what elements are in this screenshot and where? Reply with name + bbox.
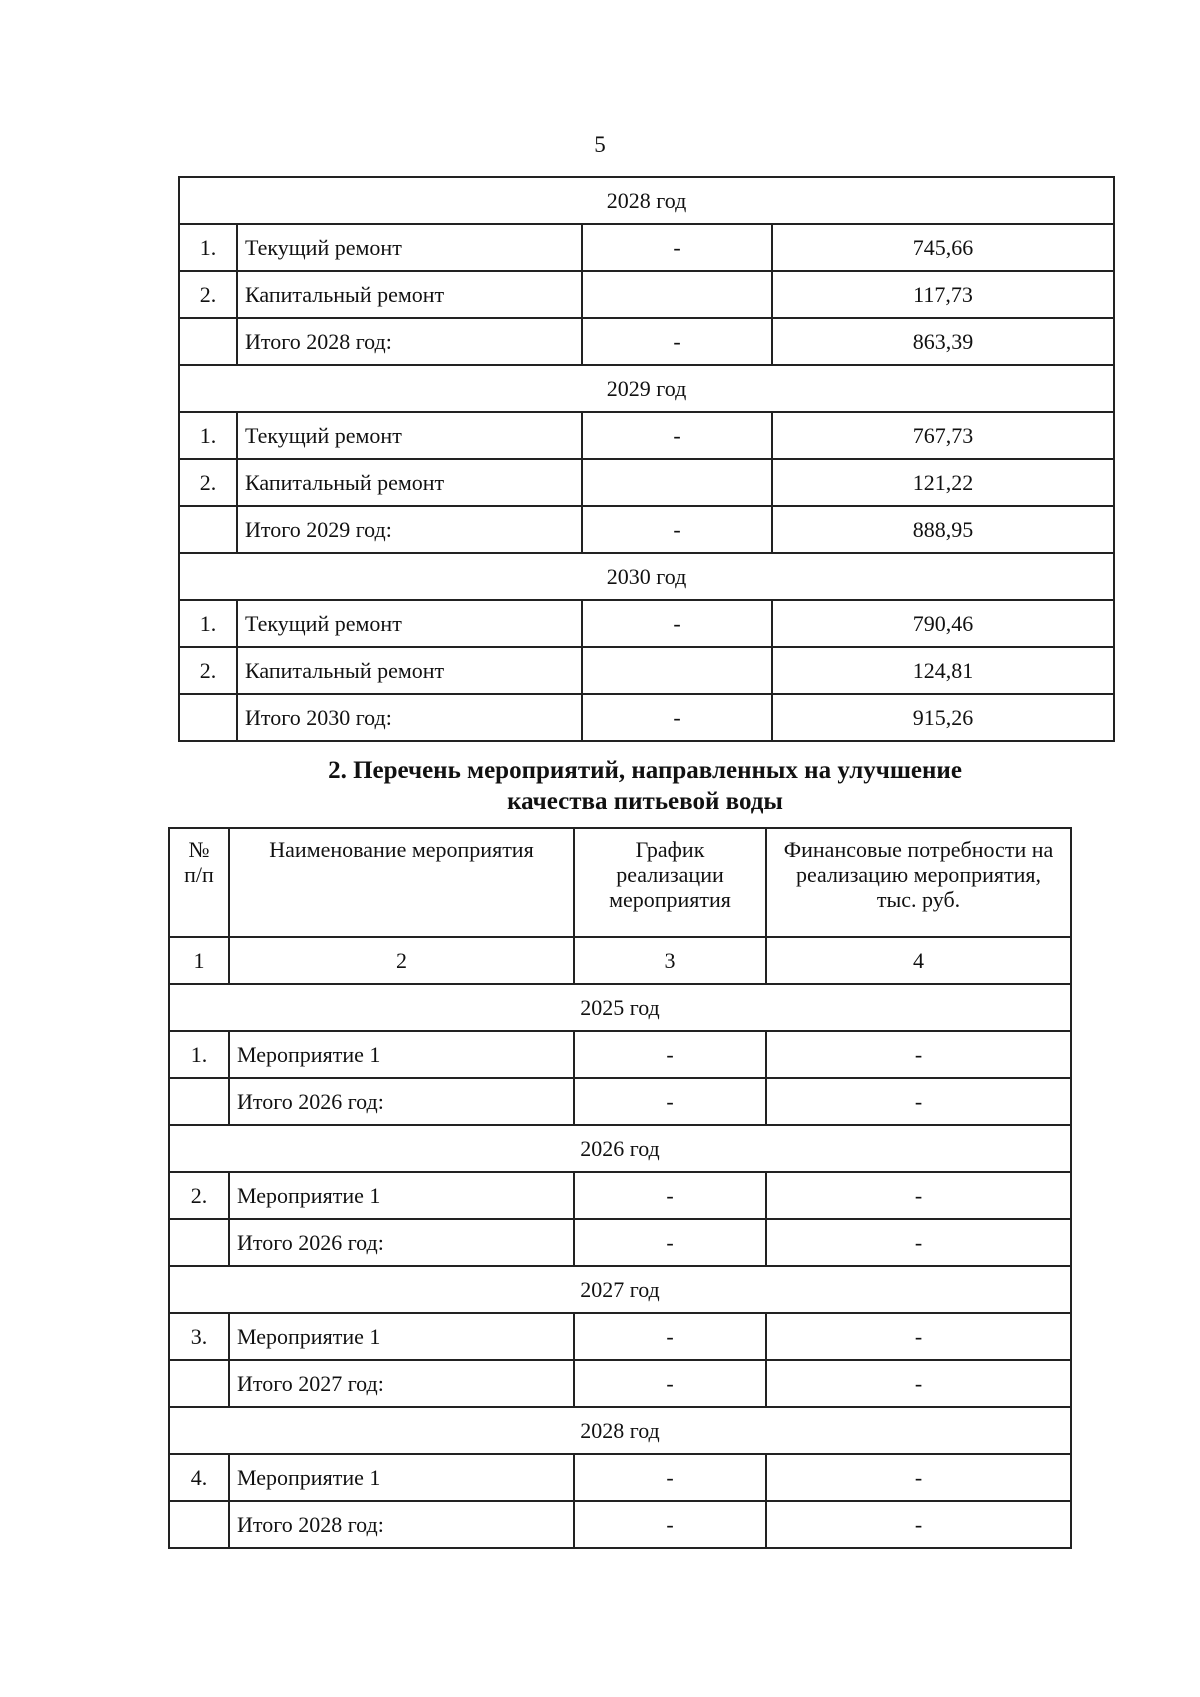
- row-schedule: -: [574, 1454, 766, 1501]
- total-row: [169, 1501, 1071, 1548]
- row-amount: 121,22: [772, 459, 1114, 506]
- column-index: 3: [574, 937, 766, 984]
- row-name: Итого 2029 год:: [237, 506, 582, 553]
- row-number: [179, 318, 237, 365]
- year-row: [179, 553, 1114, 600]
- row-schedule: -: [582, 224, 772, 271]
- row-number: 1.: [169, 1031, 229, 1078]
- total-row: [179, 694, 1114, 741]
- row-schedule: -: [574, 1219, 766, 1266]
- year-cell: 2028 год: [169, 1407, 1071, 1454]
- row-name: Итого 2026 год:: [229, 1219, 574, 1266]
- table-row: [179, 412, 1114, 459]
- water-quality-measures-table: [168, 827, 1072, 1549]
- table-row: [179, 224, 1114, 271]
- row-name: Текущий ремонт: [237, 224, 582, 271]
- row-amount: -: [766, 1501, 1071, 1548]
- table-row: [169, 1454, 1071, 1501]
- column-index: 1: [169, 937, 229, 984]
- row-schedule: -: [574, 1078, 766, 1125]
- year-cell: 2027 год: [169, 1266, 1071, 1313]
- repair-costs-table: [178, 176, 1115, 742]
- row-amount: -: [766, 1313, 1071, 1360]
- column-index-row: [169, 937, 1071, 984]
- row-name: Мероприятие 1: [229, 1454, 574, 1501]
- row-amount: 915,26: [772, 694, 1114, 741]
- year-cell: 2026 год: [169, 1125, 1071, 1172]
- row-number: [169, 1501, 229, 1548]
- year-cell: 2029 год: [179, 365, 1114, 412]
- row-number: 3.: [169, 1313, 229, 1360]
- row-number: [169, 1219, 229, 1266]
- row-schedule: -: [582, 600, 772, 647]
- year-row: [179, 177, 1114, 224]
- total-row: [179, 506, 1114, 553]
- row-number: 2.: [169, 1172, 229, 1219]
- year-row: [169, 984, 1071, 1031]
- row-schedule: -: [582, 412, 772, 459]
- header-number: № п/п: [169, 828, 229, 937]
- table-row: [179, 459, 1114, 506]
- row-number: 2.: [179, 459, 237, 506]
- row-schedule: -: [574, 1501, 766, 1548]
- row-amount: 745,66: [772, 224, 1114, 271]
- row-name: Капитальный ремонт: [237, 647, 582, 694]
- total-row: [169, 1219, 1071, 1266]
- year-row: [179, 365, 1114, 412]
- row-name: Итого 2028 год:: [237, 318, 582, 365]
- row-name: Итого 2026 год:: [229, 1078, 574, 1125]
- row-name: Итого 2027 год:: [229, 1360, 574, 1407]
- row-name: Мероприятие 1: [229, 1313, 574, 1360]
- table-row: [179, 647, 1114, 694]
- row-number: 1.: [179, 600, 237, 647]
- row-schedule: [582, 271, 772, 318]
- row-amount: 888,95: [772, 506, 1114, 553]
- row-schedule: -: [574, 1031, 766, 1078]
- row-number: 1.: [179, 412, 237, 459]
- row-number: [169, 1078, 229, 1125]
- total-row: [169, 1360, 1071, 1407]
- row-amount: 124,81: [772, 647, 1114, 694]
- header-finance: Финансовые потребности на реализацию мероприятия, тыс. руб.: [766, 828, 1071, 937]
- row-amount: 863,39: [772, 318, 1114, 365]
- row-amount: -: [766, 1031, 1071, 1078]
- row-name: Текущий ремонт: [237, 600, 582, 647]
- row-schedule: -: [582, 506, 772, 553]
- row-name: Итого 2028 год:: [229, 1501, 574, 1548]
- year-cell: 2030 год: [179, 553, 1114, 600]
- row-number: [169, 1360, 229, 1407]
- row-schedule: -: [574, 1172, 766, 1219]
- table-row: [169, 1172, 1071, 1219]
- row-number: 1.: [179, 224, 237, 271]
- row-schedule: [582, 459, 772, 506]
- row-amount: -: [766, 1360, 1071, 1407]
- row-name: Текущий ремонт: [237, 412, 582, 459]
- header-row: [169, 828, 1071, 937]
- row-number: [179, 694, 237, 741]
- row-name: Мероприятие 1: [229, 1172, 574, 1219]
- row-number: 2.: [179, 271, 237, 318]
- year-cell: 2028 год: [179, 177, 1114, 224]
- section-title-line-1: 2. Перечень мероприятий, направленных на улучшение: [328, 757, 962, 784]
- row-schedule: -: [574, 1360, 766, 1407]
- row-name: Итого 2030 год:: [237, 694, 582, 741]
- section-title-line-2: качества питьевой воды: [507, 788, 783, 815]
- row-amount: -: [766, 1454, 1071, 1501]
- table-row: [169, 1313, 1071, 1360]
- row-schedule: [582, 647, 772, 694]
- row-schedule: -: [574, 1313, 766, 1360]
- row-name: Капитальный ремонт: [237, 271, 582, 318]
- year-row: [169, 1125, 1071, 1172]
- row-number: 4.: [169, 1454, 229, 1501]
- total-row: [169, 1078, 1071, 1125]
- year-cell: 2025 год: [169, 984, 1071, 1031]
- total-row: [179, 318, 1114, 365]
- row-name: Мероприятие 1: [229, 1031, 574, 1078]
- table-row: [179, 271, 1114, 318]
- row-schedule: -: [582, 694, 772, 741]
- row-amount: -: [766, 1078, 1071, 1125]
- column-index: 2: [229, 937, 574, 984]
- page-number: 5: [594, 132, 606, 157]
- row-amount: -: [766, 1172, 1071, 1219]
- row-number: [179, 506, 237, 553]
- row-amount: 117,73: [772, 271, 1114, 318]
- section-title: [0, 755, 1200, 817]
- table-row: [169, 1031, 1071, 1078]
- table-row: [179, 600, 1114, 647]
- row-amount: 767,73: [772, 412, 1114, 459]
- row-name: Капитальный ремонт: [237, 459, 582, 506]
- row-schedule: -: [582, 318, 772, 365]
- row-amount: -: [766, 1219, 1071, 1266]
- row-amount: 790,46: [772, 600, 1114, 647]
- row-number: 2.: [179, 647, 237, 694]
- year-row: [169, 1266, 1071, 1313]
- year-row: [169, 1407, 1071, 1454]
- header-schedule: График реализации мероприятия: [574, 828, 766, 937]
- header-name: Наименование мероприятия: [229, 828, 574, 937]
- column-index: 4: [766, 937, 1071, 984]
